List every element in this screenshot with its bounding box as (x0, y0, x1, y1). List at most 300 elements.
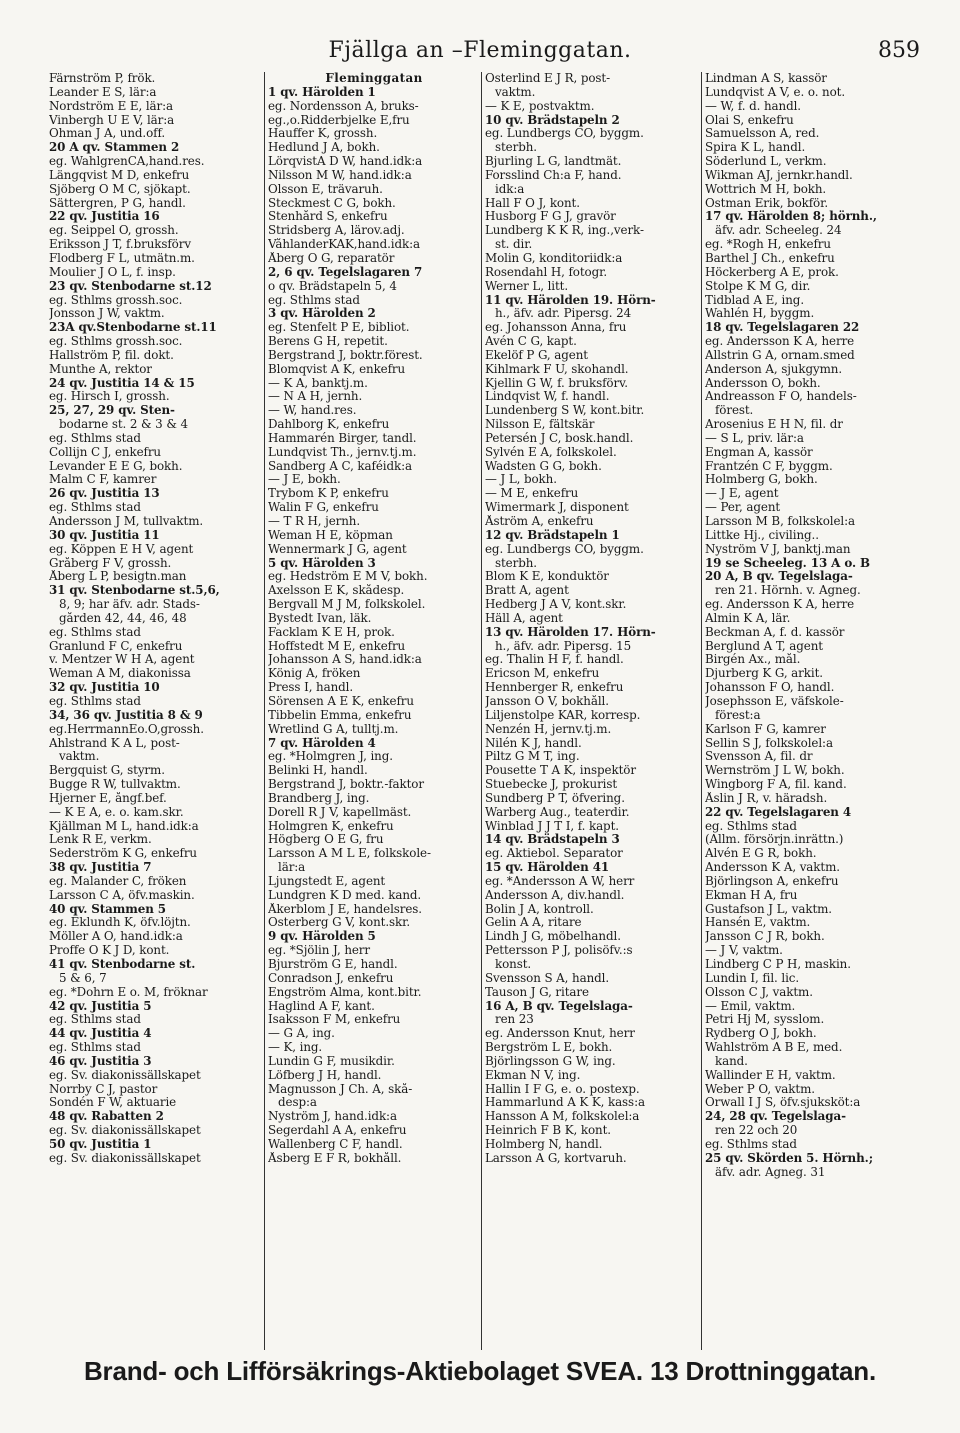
directory-entry: Ekman N V, ing. (485, 1068, 581, 1082)
column-divider (264, 72, 265, 1350)
directory-entry: Hansson A M, folkskolel:a (485, 1110, 640, 1124)
directory-entry: Hallin I F G, e. o. postexp. (485, 1082, 640, 1096)
directory-entry: Hedberg J A V, kont.skr. (485, 598, 627, 612)
directory-entry: Lundgren K D med. kand. (268, 888, 422, 902)
directory-entry: Nyström V J, banktj.man (705, 542, 851, 556)
directory-entry: Bolin J A, kontroll. (485, 902, 594, 916)
directory-entry: Jonsson J W, vaktm. (49, 307, 165, 321)
directory-entry: eg. Sthlms stad (49, 625, 141, 639)
advertisement-footer: Brand- och Lifförsäkrings-Aktiebolaget SVEA. 13 Drottninggatan. (83, 1356, 877, 1386)
directory-entry: — J V, vaktm. (705, 944, 783, 958)
directory-entry: Eriksson J T, f.bruksförv (49, 238, 191, 252)
directory-entry: Hansén E, vaktm. (705, 916, 811, 930)
directory-entry: eg. Sthlms stad (268, 293, 360, 307)
directory-entry: Molin G, konditoriidk:a (485, 251, 623, 265)
directory-entry: Proffe O K J D, kont. (49, 944, 170, 958)
directory-entry: sterbh. (495, 141, 537, 155)
directory-entry: Granlund F C, enkefru (49, 639, 183, 653)
directory-entry: Bergvall M J M, folkskolel. (268, 598, 426, 612)
directory-entry: gården 42, 44, 46, 48 (59, 611, 187, 625)
directory-entry: Lundberg K K R, ing.,verk- (485, 224, 644, 238)
directory-entry: Dahlborg K, enkefru (268, 418, 390, 432)
directory-entry: Wikman AJ, jernkr.handl. (705, 168, 853, 182)
directory-entry: eg. Thalin H F, f. handl. (485, 653, 624, 667)
directory-entry: Lundqvist A V, e. o. not. (705, 85, 846, 99)
directory-entry: Wallinder E H, vaktm. (705, 1068, 836, 1082)
directory-entry: Andersson O, bokh. (705, 376, 821, 390)
directory-entry: König A, fröken (268, 667, 361, 681)
directory-entry: Magnusson J Ch. A, skå- (268, 1082, 413, 1096)
directory-entry: eg. Sv. diakonissällskapet (49, 1124, 201, 1138)
directory-entry: Engström Alma, kont.bitr. (268, 985, 422, 999)
directory-entry: förest. (715, 404, 754, 418)
directory-entry: 7 qv. Härolden 4 (268, 736, 376, 750)
column-4 (705, 72, 920, 1350)
directory-entry: Bergquist G, styrm. (49, 764, 165, 778)
directory-entry: 10 qv. Brädstapeln 2 (485, 113, 620, 127)
directory-entry: eg. Sthlms stad (705, 819, 797, 833)
directory-entry: Svensson S A, handl. (485, 971, 610, 985)
directory-entry: Brandberg J, ing. (268, 791, 370, 805)
directory-entry: Heinrich F B K, kont. (485, 1124, 611, 1138)
directory-entry: Hoffstedt M E, enkefru (268, 639, 406, 653)
directory-entry: Spira K L, handl. (705, 141, 806, 155)
directory-entry: eg. WahlgrenCA,hand.res. (49, 155, 205, 169)
directory-entry: Bratt A, agent (485, 584, 569, 598)
directory-entry: ren 21. Hörnh. v. Agneg. (715, 584, 861, 598)
directory-entry: 5 qv. Härolden 3 (268, 556, 376, 570)
directory-entry: eg. Sv. diakonissällskapet (49, 1068, 201, 1082)
directory-entry: 12 qv. Brädstapeln 1 (485, 528, 620, 542)
directory-entry: 42 qv. Justitia 5 (49, 999, 152, 1013)
directory-entry: 19 se Scheeleg. 13 A o. B (705, 556, 870, 570)
page-title: Fjällga an –Fleminggatan. (328, 38, 632, 63)
directory-entry: Bergstrand J, boktr.förest. (268, 348, 423, 362)
directory-entry: 9 qv. Härolden 5 (268, 930, 376, 944)
directory-entry: bodarne st. 2 & 3 & 4 (59, 418, 188, 432)
directory-entry: Forsslind Ch:a F, hand. (485, 168, 622, 182)
directory-entry: 23A qv.Stenbodarne st.11 (49, 321, 217, 335)
directory-entry: Sylvén E A, folkskolel. (485, 445, 617, 459)
directory-entry: Lindberg C P H, maskin. (705, 958, 851, 971)
directory-entry: Engman A, kassör (705, 445, 813, 459)
directory-entry: eg. Lundbergs CO, byggm. (485, 127, 644, 141)
directory-entry: Höckerberg A E, prok. (705, 265, 839, 279)
directory-entry: eg. *Andersson A W, herr (485, 874, 635, 888)
directory-entry: Lundqvist Th., jernv.tj.m. (268, 445, 417, 459)
directory-entry: 24 qv. Justitia 14 & 15 (49, 376, 195, 390)
directory-entry: Jansson O V, bokhåll. (485, 694, 609, 708)
directory-entry: Andersson K A, vaktm. (705, 861, 840, 875)
directory-entry: Anderson A, sjukgymn. (705, 362, 843, 376)
directory-entry: Bugge R W, tullvaktm. (49, 778, 181, 792)
directory-entry: 3 qv. Härolden 2 (268, 307, 376, 321)
directory-entry: Munthe A, rektor (49, 362, 152, 376)
directory-entry: Åslin J R, v. häradsh. (705, 791, 828, 805)
directory-entry: Wingborg F A, fil. kand. (705, 778, 847, 792)
directory-entry: Johansson A S, hand.idk:a (268, 653, 422, 667)
directory-entry: eg. Köppen E H V, agent (49, 542, 194, 556)
directory-entry: VåhlanderKAK,hand.idk:a (268, 238, 420, 252)
directory-entry: Tidblad A E, ing. (705, 293, 804, 307)
directory-entry: Lundin I, fil. lic. (705, 971, 800, 985)
directory-entry: eg. Sthlms stad (49, 431, 141, 445)
directory-entry: 23 qv. Stenbodarne st.12 (49, 279, 212, 293)
directory-entry: Blom K E, konduktör (485, 570, 609, 584)
directory-entry: Allstrin G A, ornam.smed (705, 348, 855, 362)
directory-entry: Gråberg F V, grossh. (49, 556, 172, 570)
directory-entry: — G A, ing. (268, 1027, 335, 1041)
directory-entry: Åkerblom J E, handelsres. (268, 902, 422, 916)
directory-entry: Larsson A G, kortvaruh. (485, 1151, 627, 1165)
directory-entry: eg. Andersson Knut, herr (485, 1027, 635, 1041)
directory-entry: o qv. Brädstapeln 5, 4 (268, 279, 397, 293)
directory-entry: Wahlén H, byggm. (705, 307, 815, 321)
directory-entry: — J E, bokh. (268, 473, 341, 487)
directory-entry: Bergström L E, bokh. (485, 1041, 613, 1055)
directory-entry: Lindh J G, möbelhandl. (485, 930, 621, 944)
directory-entry: Hennberger R, enkefru (485, 681, 624, 695)
directory-entry: Andreasson F O, handels- (705, 390, 857, 404)
directory-entry: Weman H E, köpman (268, 528, 393, 542)
directory-entry: st. dir. (495, 238, 533, 252)
directory-entry: Hallström P, fil. dokt. (49, 348, 174, 362)
directory-entry: 15 qv. Härolden 41 (485, 861, 610, 875)
directory-entry: 30 qv. Justitia 11 (49, 528, 160, 542)
directory-entry: Wretlind G A, tulltj.m. (268, 722, 399, 736)
directory-entry: Axelsson E K, skådesp. (268, 584, 405, 598)
directory-entry: sterbh. (495, 556, 537, 570)
directory-entry: 8, 9; har äfv. adr. Stads- (59, 598, 200, 612)
directory-entry: Söderlund L, verkm. (705, 155, 827, 169)
directory-entry: Pettersson P J, polisöfv.:s (485, 944, 633, 958)
directory-entry: — Emil, vaktm. (705, 999, 796, 1013)
directory-entry: Wimermark J, disponent (485, 501, 629, 515)
directory-entry: Avén C G, kapt. (485, 335, 577, 349)
page-number: 859 (878, 38, 920, 63)
directory-entry: konst. (495, 958, 532, 971)
directory-entry: Alvén E G R, bokh. (705, 847, 817, 861)
directory-entry: Bjurström G E, handl. (268, 958, 398, 971)
directory-entry: Ljungstedt E, agent (268, 874, 386, 888)
directory-entry: Stenhård S, enkefru (268, 210, 388, 224)
directory-entry: desp:a (278, 1096, 317, 1110)
directory-entry: Larsson M B, folkskolel:a (705, 515, 855, 528)
directory-entry: Lindqvist W, f. handl. (485, 390, 610, 404)
directory-entry: eg. Aktiebol. Separator (485, 847, 623, 861)
column-2 (268, 72, 480, 1350)
directory-entry: Lundin G F, musikdir. (268, 1054, 395, 1068)
directory-entry: — K, ing. (268, 1041, 323, 1055)
directory-entry: h., äfv. adr. Pipersg. 24 (495, 307, 632, 321)
directory-entry: eg. Sthlms stad (49, 501, 141, 515)
directory-entry: Flodberg F L, utmätn.m. (49, 251, 195, 265)
directory-entry: Petersén J C, bosk.handl. (485, 431, 634, 445)
directory-entry: 38 qv. Justitia 7 (49, 861, 152, 875)
directory-entry: idk:a (495, 182, 525, 196)
directory-entry: 24, 28 qv. Tegelslaga- (705, 1110, 846, 1124)
directory-entry: Andersson J M, tullvaktm. (49, 515, 204, 528)
directory-entry: Åsberg E F R, bokhåll. (268, 1151, 402, 1165)
directory-entry: 25, 27, 29 qv. Sten- (49, 404, 175, 418)
directory-entry: Press I, handl. (268, 681, 354, 695)
directory-entry: eg. Hirsch I, grossh. (49, 390, 170, 404)
directory-entry: äfv. adr. Agneg. 31 (715, 1165, 826, 1179)
directory-entry: Hall F O J, kont. (485, 196, 580, 210)
directory-entry: Nyström J, hand.idk:a (268, 1110, 397, 1124)
directory-entry: Kjällman M L, hand.idk:a (49, 819, 199, 833)
directory-entry: eg. Seippel O, grossh. (49, 224, 179, 238)
directory-entry: Nenzén H, jernv.tj.m. (485, 722, 612, 736)
directory-entry: Segerdahl A A, enkefru (268, 1124, 407, 1138)
directory-entry: Kihlmark F U, skohandl. (485, 362, 629, 376)
directory-entry: 1 qv. Härolden 1 (268, 85, 376, 99)
directory-entry: Möller A O, hand.idk:a (49, 930, 183, 944)
directory-entry: Rosendahl H, fotogr. (485, 265, 608, 279)
directory-entry: Färnström P, frök. (49, 72, 156, 85)
directory-entry: Djurberg K G, arkit. (705, 667, 823, 681)
directory-entry: Wahlström A B E, med. (705, 1041, 843, 1055)
directory-entry: Lundenberg S W, kont.bitr. (485, 404, 645, 418)
directory-entry: Josephsson E, väfskole- (705, 694, 844, 708)
directory-entry: Ahlstrand K A L, post- (49, 736, 180, 750)
directory-entry: Husborg F G J, gravör (485, 210, 616, 224)
directory-entry: Wennermark J G, agent (268, 542, 407, 556)
directory-entry: Gelin A A, ritare (485, 916, 582, 930)
directory-entry: Andersson A, div.handl. (485, 888, 625, 902)
directory-entry: Ekelöf P G, agent (485, 348, 588, 362)
directory-entry: Högberg O E G, fru (268, 833, 384, 847)
directory-entry: eg. Eklundh K, öfv.löjtn. (49, 916, 191, 930)
directory-entry: kand. (715, 1054, 748, 1068)
directory-entry: Hammarén Birger, tandl. (268, 431, 417, 445)
directory-entry: Weman A M, diakonissa (49, 667, 191, 681)
directory-entry: — S L, priv. lär:a (705, 431, 804, 445)
directory-entry: eg. Johansson Anna, fru (485, 321, 627, 335)
street-heading: Fleminggatan (325, 72, 423, 85)
directory-entry: Bjurling L G, landtmät. (485, 155, 622, 169)
directory-entry: Sederström K G, enkefru (49, 847, 197, 861)
directory-entry: Sondén F W, aktuarie (49, 1096, 177, 1110)
directory-entry: Olsson C J, vaktm. (705, 985, 813, 999)
directory-entry: Facklam K E H, prok. (268, 625, 395, 639)
directory-entry: — K E, postvaktm. (485, 99, 595, 113)
directory-entry: Weber P O, vaktm. (705, 1082, 815, 1096)
directory-entry: Larsson C A, öfv.maskin. (49, 888, 195, 902)
directory-entry: Werner L, litt. (485, 279, 569, 293)
directory-entry: vaktm. (495, 85, 536, 99)
directory-entry: Stuebecke J, prokurist (485, 778, 618, 792)
directory-entry: eg.,o.Ridderbjelke E,fru (268, 113, 410, 127)
directory-entry: 18 qv. Tegelslagaren 22 (705, 321, 860, 335)
directory-entry: — Per, agent (705, 501, 781, 515)
directory-entry: Östman Erik, bokför. (705, 196, 829, 210)
directory-entry: eg. *Rogh H, enkefru (705, 238, 831, 252)
directory-entry: Åberg O G, reparatör (268, 251, 395, 265)
directory-entry: Haglind A F, kant. (268, 999, 375, 1013)
directory-entry: (Allm. försörjn.inrättn.) (705, 833, 844, 847)
directory-entry: Sjöberg O M C, sjökapt. (49, 182, 191, 196)
directory-entry: h., äfv. adr. Pipersg. 15 (495, 639, 632, 653)
directory-entry: Wottrich M H, bokh. (705, 182, 827, 196)
directory-entry: Svensson A, fil. dr (705, 750, 813, 764)
directory-entry: 50 qv. Justitia 1 (49, 1137, 152, 1151)
directory-entry: eg. Hedström E M V, bokh. (268, 570, 428, 584)
directory-entry: Kjellin G W, f. bruksförv. (485, 376, 628, 390)
directory-entry: Löfberg J H, handl. (268, 1068, 382, 1082)
directory-entry: Hauffer K, grossh. (268, 127, 378, 141)
directory-entry: Samuelsson A, red. (705, 127, 820, 141)
directory-entry: v. Mentzer W H A, agent (49, 653, 195, 667)
directory-entry: Arosenius E H N, fil. dr (705, 418, 843, 432)
directory-entry: 22 qv. Tegelslagaren 4 (705, 805, 852, 819)
directory-entry: eg. Andersson K A, herre (705, 335, 855, 349)
directory-entry: Nilsson M W, hand.idk:a (268, 168, 412, 182)
directory-entry: Rydberg O J, bokh. (705, 1027, 817, 1041)
column-divider (481, 72, 482, 1350)
directory-entry: eg. Malander C, fröken (49, 874, 187, 888)
directory-entry: — J L, bokh. (485, 473, 557, 487)
directory-entry: — J E, agent (705, 487, 779, 501)
directory-entry: Wallenberg C F, handl. (268, 1137, 403, 1151)
directory-entry: 32 qv. Justitia 10 (49, 681, 160, 695)
directory-entry: Almin K A, lär. (705, 611, 791, 625)
directory-entry: Bystedt Ivan, läk. (268, 611, 372, 625)
directory-entry: eg.HerrmannEo.O,grossh. (49, 722, 204, 736)
directory-entry: Gustafson J L, vaktm. (705, 902, 832, 916)
directory-entry: Hedlund J A, bokh. (268, 141, 380, 155)
directory-entry: Collijn C J, enkefru (49, 445, 161, 459)
directory-entry: eg. Sv. diakonissällskapet (49, 1151, 201, 1165)
directory-entry: Sundberg P T, öfvering. (485, 791, 625, 805)
directory-entry: Holmberg N, handl. (485, 1137, 603, 1151)
directory-entry: Norrby C J, pastor (49, 1082, 158, 1096)
directory-entry: eg. Sthlms stad (49, 694, 141, 708)
directory-entry: vaktm. (59, 750, 100, 764)
directory-entry: eg. Sthlms stad (49, 1013, 141, 1027)
directory-entry: Stolpe K M G, dir. (705, 279, 811, 293)
directory-entry: 22 qv. Justitia 16 (49, 210, 160, 224)
directory-entry: Blomqvist A K, enkefru (268, 362, 406, 376)
directory-entry: eg. Stenfelt P E, bibliot. (268, 321, 410, 335)
directory-entry: — K A, banktj.m. (268, 376, 368, 390)
directory-entry: 20 A, B qv. Tegelslaga- (705, 570, 853, 584)
directory-entry: Åberg L P, besigtn.man (49, 570, 187, 584)
directory-entry: Conradson J, enkefru (268, 971, 394, 985)
directory-entry: Nilsson E, fältskär (485, 418, 595, 432)
directory-entry: Isaksson F M, enkefru (268, 1013, 401, 1027)
directory-entry: eg. Andersson K A, herre (705, 598, 855, 612)
directory-entry: Ericson M, enkefru (485, 667, 600, 681)
directory-entry: Björlingsson G W, ing. (485, 1054, 616, 1068)
directory-entry: Holmgren K, enkefru (268, 819, 394, 833)
directory-entry: Trybom K P, enkefru (268, 487, 389, 501)
directory-entry: 46 qv. Justitia 3 (49, 1054, 152, 1068)
directory-entry: äfv. adr. Scheeleg. 24 (715, 224, 842, 238)
directory-entry: 2, 6 qv. Tegelslagaren 7 (268, 265, 423, 279)
directory-entry: 48 qv. Rabatten 2 (49, 1110, 164, 1124)
directory-entry: Berens G H, repetit. (268, 335, 388, 349)
directory-entry: 25 qv. Skörden 5. Hörnh.; (705, 1151, 873, 1165)
directory-entry: eg. *Sjölin J, herr (268, 944, 370, 958)
directory-entry: Piltz G M T, ing. (485, 750, 580, 764)
directory-entry: Holmberg G, bokh. (705, 473, 818, 487)
directory-entry: 14 qv. Brädstapeln 3 (485, 833, 620, 847)
directory-entry: Beckman A, f. d. kassör (705, 625, 845, 639)
directory-entry: Barthel J Ch., enkefru (705, 251, 835, 265)
directory-entry: eg. Sthlms grossh.soc. (49, 293, 183, 307)
directory-entry: Åström A, enkefru (485, 515, 594, 528)
directory-entry: Dorell R J V, kapellmäst. (268, 805, 412, 819)
directory-entry: 26 qv. Justitia 13 (49, 487, 160, 501)
directory-entry: 20 A qv. Stammen 2 (49, 141, 180, 155)
directory-entry: förest:a (715, 708, 761, 722)
directory-entry: — W, hand.res. (268, 404, 357, 418)
directory-entry: Nilén K J, handl. (485, 736, 582, 750)
directory-entry: — W, f. d. handl. (705, 99, 801, 113)
directory-entry: Sörensen A E K, enkefru (268, 694, 414, 708)
directory-entry: Örwall I J S, öfv.sjuksköt:a (705, 1096, 861, 1110)
directory-entry: 44 qv. Justitia 4 (49, 1027, 152, 1041)
directory-entry: eg. Nordensson A, bruks- (268, 99, 419, 113)
directory-entry: Leander E S, lär:a (49, 85, 157, 99)
directory-entry: Olai S, enkefru (705, 113, 794, 127)
directory-entry: Sellin S J, folkskolel:a (705, 736, 833, 750)
directory-entry: Österberg G V, kont.skr. (268, 916, 411, 930)
directory-entry: Bergstrand J, boktr.-faktor (268, 778, 424, 792)
directory-entry: Hammarlund A K K, kass:a (485, 1096, 645, 1110)
directory-entry: Berglund A T, agent (705, 639, 823, 653)
directory-entry: eg. Sthlms stad (49, 1041, 141, 1055)
directory-entry: Stridsberg A, lärov.adj. (268, 224, 405, 238)
page-header (40, 38, 920, 64)
directory-entry: Lenk R E, verkm. (49, 833, 152, 847)
directory-entry: 41 qv. Stenbodarne st. (49, 958, 196, 971)
directory-entry: Pousette T A K, inspektör (485, 764, 636, 778)
directory-columns (49, 72, 920, 1350)
directory-entry: eg. *Dohrn E o. M, fröknar (49, 985, 208, 999)
directory-entry: Birgén Ax., mål. (705, 653, 801, 667)
directory-entry: 40 qv. Stammen 5 (49, 902, 166, 916)
directory-entry: eg. Lundbergs CO, byggm. (485, 542, 644, 556)
directory-entry: Winblad J J T I, f. kapt. (485, 819, 619, 833)
directory-entry: Johansson F O, handl. (705, 681, 835, 695)
directory-entry: Malm C F, kamrer (49, 473, 157, 487)
directory-entry: 17 qv. Härolden 8; hörnh., (705, 210, 877, 224)
column-1 (49, 72, 263, 1350)
directory-entry: lär:a (278, 861, 306, 875)
directory-entry: ren 22 och 20 (715, 1124, 798, 1138)
directory-entry: Hjerner E, ångf.bef. (49, 791, 167, 805)
directory-entry: Larsson A M L E, folkskole- (268, 847, 431, 861)
directory-entry: — N A H, jernh. (268, 390, 363, 404)
column-divider (701, 72, 702, 1350)
directory-entry: 16 A, B qv. Tegelslaga- (485, 999, 633, 1013)
directory-entry: Olsson E, trävaruh. (268, 182, 383, 196)
directory-entry: 11 qv. Härolden 19. Hörn- (485, 293, 656, 307)
directory-entry: Petri Hj M, sysslom. (705, 1013, 825, 1027)
directory-entry: eg. *Holmgren J, ing. (268, 750, 393, 764)
directory-entry: — M E, enkefru (485, 487, 579, 501)
directory-entry: LörqvistA D W, hand.idk:a (268, 155, 423, 169)
directory-entry: Moulier J O L, f. insp. (49, 265, 176, 279)
directory-entry: — T R H, jernh. (268, 515, 361, 528)
directory-entry: eg. Sthlms grossh.soc. (49, 335, 183, 349)
directory-entry: Sandberg A C, kaféidk:a (268, 459, 412, 473)
directory-entry: — K E A, e. o. kam.skr. (49, 805, 184, 819)
directory-entry: 34, 36 qv. Justitia 8 & 9 (49, 708, 203, 722)
directory-entry: Belinki H, handl. (268, 764, 368, 778)
